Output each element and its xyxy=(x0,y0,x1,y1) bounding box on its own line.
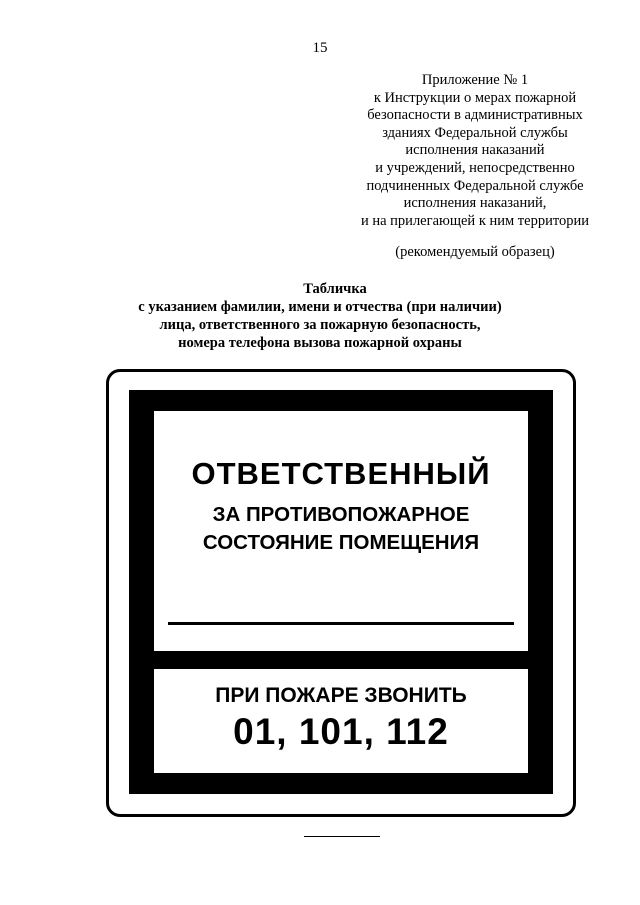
page-number: 15 xyxy=(312,40,328,56)
name-blank-line xyxy=(168,622,514,625)
responsible-panel xyxy=(154,411,528,651)
emergency-phone-numbers: 01, 101, 112 xyxy=(233,711,449,752)
appendix-reference xyxy=(330,72,620,230)
responsible-subheading: ЗА ПРОТИВОПОЖАРНОЕ xyxy=(212,503,470,526)
appendix-line: и учреждений, непосредственно xyxy=(375,159,575,176)
sample-note: (рекомендуемый образец) xyxy=(395,244,555,260)
appendix-line: Приложение № 1 xyxy=(421,72,529,88)
footer-divider xyxy=(304,836,380,837)
emergency-call-panel xyxy=(154,669,528,773)
title-line: номера телефона вызова пожарной охраны xyxy=(178,335,462,351)
title-line: лица, ответственного за пожарную безопасность, xyxy=(159,317,481,333)
appendix-line: зданиях Федеральной службы xyxy=(382,124,568,141)
responsible-subheading: СОСТОЯНИЕ ПОМЕЩЕНИЯ xyxy=(202,531,480,554)
title-heading: Табличка xyxy=(303,281,367,297)
appendix-line: безопасности в административных xyxy=(367,107,583,124)
responsible-heading: ОТВЕТСТВЕННЫЙ xyxy=(191,456,491,491)
appendix-line: к Инструкции о мерах пожарной xyxy=(373,89,577,106)
appendix-line: исполнения наказаний xyxy=(405,142,545,159)
title-line: с указанием фамилии, имени и отчества (при наличии) xyxy=(138,299,502,315)
appendix-line: подчиненных Федеральной службе xyxy=(366,177,584,194)
appendix-line: и на прилегающей к ним территории xyxy=(360,212,590,229)
document-title xyxy=(0,280,640,352)
fire-safety-sign xyxy=(129,390,553,794)
appendix-line: исполнения наказаний, xyxy=(403,195,547,212)
call-label: ПРИ ПОЖАРЕ ЗВОНИТЬ xyxy=(215,684,467,707)
